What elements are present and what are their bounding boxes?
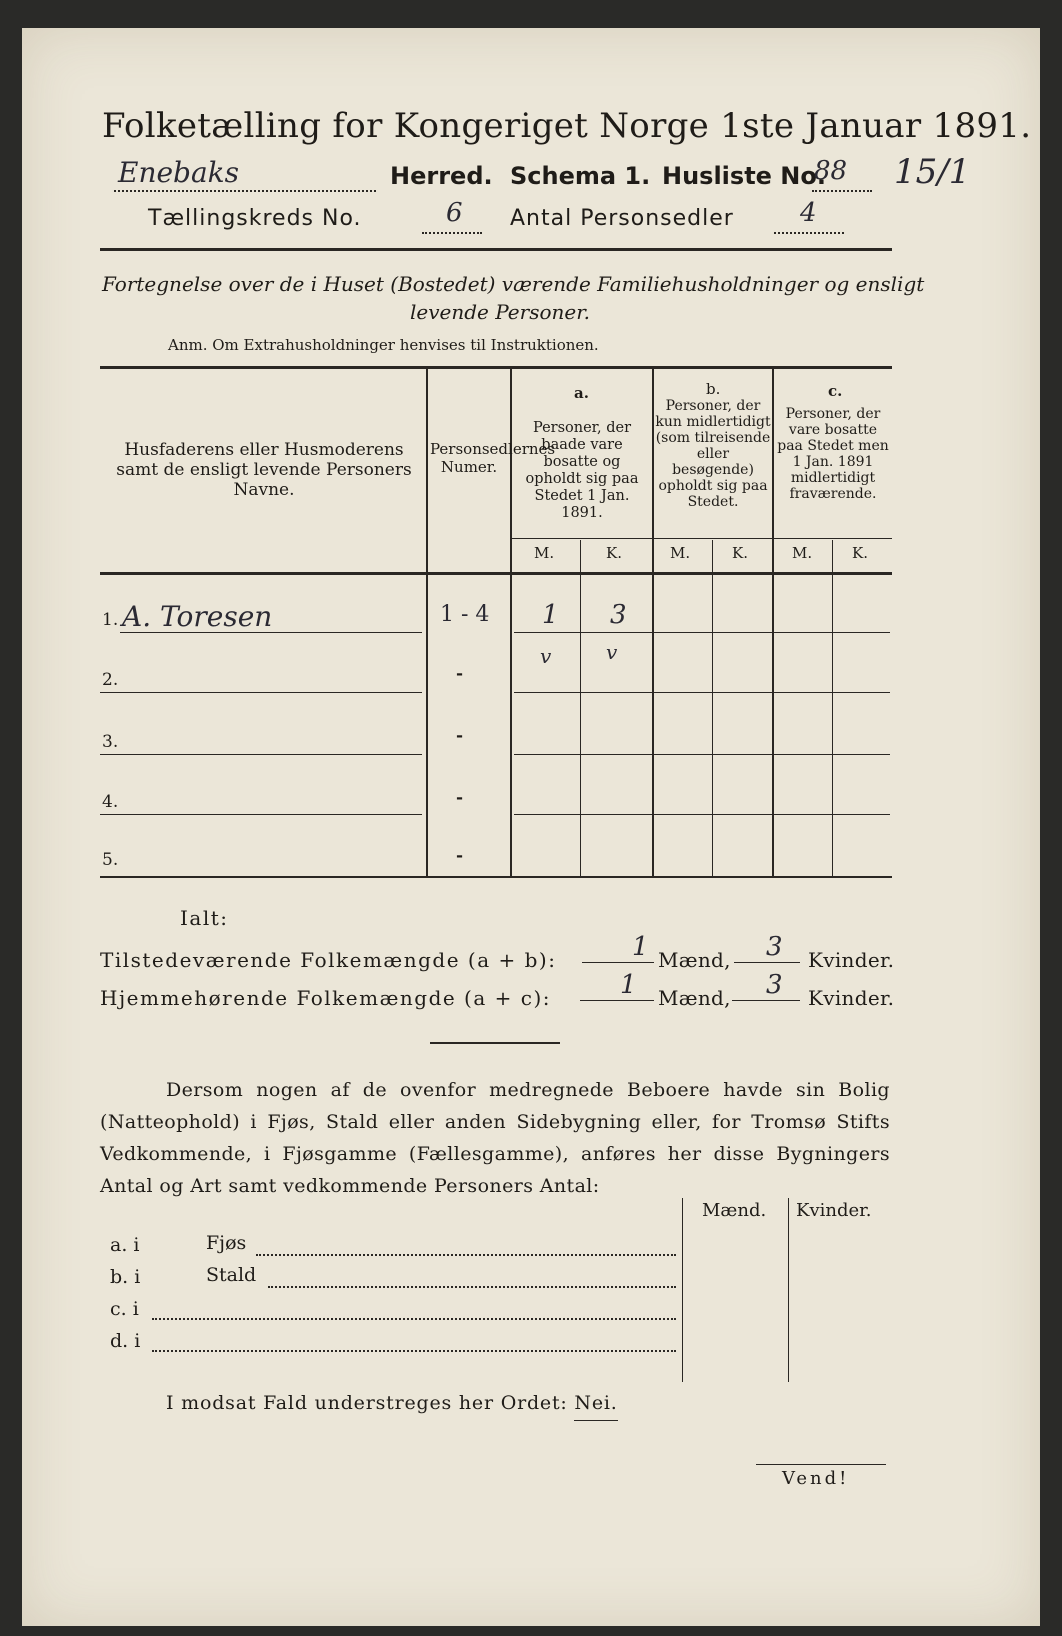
intro-line-1: Fortegnelse over de i Huset (Bostedet) værende Familiehusholdninger og ensligt: [102, 272, 925, 296]
husliste-number: 88: [814, 156, 848, 186]
hjemme-kvinder-value: 3: [766, 970, 783, 1000]
husliste-label: Husliste No.: [662, 162, 826, 190]
buildings-col-divider-2: [788, 1198, 789, 1382]
section-separator: [430, 1042, 560, 1044]
sub-b-k: K.: [732, 544, 748, 562]
row-num: -: [456, 788, 464, 808]
col-divider-a-mk: [580, 540, 581, 876]
col-divider-name: [426, 368, 428, 876]
col-header-name: Husfaderens eller Husmoderens samt de ensligt levende Personers Navne.: [116, 440, 412, 500]
header-rule: [100, 248, 892, 251]
hjemme-kvinder-label: Kvinder.: [808, 986, 895, 1010]
husliste-dotted-line: [812, 190, 872, 192]
col-c-letter: c.: [828, 382, 843, 400]
row-a-m: 1: [542, 600, 559, 630]
sub-a-m: M.: [534, 544, 555, 562]
row-2-name-rule: [100, 692, 422, 693]
antal-dotted-line: [774, 232, 844, 234]
antal-number: 4: [800, 198, 817, 228]
anm-note: Anm. Om Extrahusholdninger henvises til Instruktionen.: [168, 336, 599, 354]
hjemme-maend-rule: [580, 1000, 654, 1001]
row-c-dots: [152, 1318, 676, 1320]
buildings-col-kvinder: Kvinder.: [796, 1200, 872, 1221]
row-b-prefix: b. i: [110, 1266, 141, 1288]
row-4-name-rule: [100, 814, 422, 815]
row-a-label: Fjøs: [206, 1232, 247, 1254]
row-number: 1.: [102, 610, 119, 630]
row-num: -: [456, 664, 464, 684]
tilstede-maend-value: 1: [632, 932, 649, 962]
form-title: Folketælling for Kongeriget Norge 1ste Januar 1891.: [102, 106, 1032, 146]
row-3-name-rule: [100, 754, 422, 755]
row-num: 1 - 4: [440, 602, 490, 627]
tilstede-kvinder-rule: [734, 962, 800, 963]
row-a-dots: [256, 1254, 676, 1256]
vend-text: Vend!: [782, 1468, 850, 1489]
buildings-paragraph: Dersom nogen af de ovenfor medregnede Beboere havde sin Bolig (Natteophold) i Fjøs, Stald eller anden Sidebygning eller, for Tromsø Stifts Vedkommende, i Fjøsgamme (Fællesgamme), anføres her disse Bygningers Antal og Art samt vedkommende Personers Antal:: [100, 1079, 890, 1197]
tilstede-kvinder-label: Kvinder.: [808, 948, 895, 972]
sub-c-k: K.: [852, 544, 868, 562]
col-header-b: Personer, der kun midlertidigt (som tilreisende eller besøgende) opholdt sig paa Stedet.: [655, 398, 771, 510]
row-num: -: [456, 726, 464, 746]
herred-dotted-line: [114, 190, 376, 192]
herred-label: Herred.: [390, 162, 493, 190]
row-number: 5.: [102, 850, 119, 870]
col-header-c: Personer, der vare bosatte paa Stedet men 1 Jan. 1891 midlertidigt fraværende.: [777, 406, 889, 502]
row-a-k-check: v: [606, 640, 618, 664]
vend-rule: [756, 1464, 886, 1465]
row-1-rule: [514, 632, 890, 633]
col-b-letter: b.: [706, 380, 721, 398]
kreds-number: 6: [446, 198, 463, 228]
col-a-letter: a.: [574, 384, 589, 402]
row-d-prefix: d. i: [110, 1330, 141, 1352]
ialt-label: Ialt:: [180, 906, 229, 930]
buildings-col-divider-1: [682, 1198, 683, 1382]
sub-a-k: K.: [606, 544, 622, 562]
row-b-label: Stald: [206, 1264, 257, 1286]
husliste-note: 15/1: [894, 152, 971, 192]
hjemme-kvinder-rule: [732, 1000, 800, 1001]
tilstede-kvinder-value: 3: [766, 932, 783, 962]
row-2-rule: [514, 692, 890, 693]
modsat-text: I modsat Fald understreges her Ordet: Nei.: [166, 1392, 618, 1414]
tilstede-label: Tilstedeværende Folkemængde (a + b):: [100, 948, 557, 972]
row-number: 3.: [102, 732, 119, 752]
kreds-dotted-line: [422, 232, 482, 234]
col-header-a: Personer, der baade vare bosatte og opholdt sig paa Stedet 1 Jan. 1891.: [525, 420, 639, 521]
antal-label: Antal Personsedler: [510, 206, 734, 231]
row-c-prefix: c. i: [110, 1298, 139, 1320]
table-bottom-rule: [100, 876, 892, 878]
row-number: 4.: [102, 792, 119, 812]
hjemme-maend-label: Mænd,: [658, 986, 731, 1010]
kreds-label: Tællingskreds No.: [148, 206, 362, 231]
tilstede-maend-label: Mænd,: [658, 948, 731, 972]
buildings-col-maend: Mænd.: [702, 1200, 767, 1221]
row-3-rule: [514, 754, 890, 755]
schema-label: Schema 1.: [510, 162, 651, 190]
row-1-name-rule: [120, 632, 422, 633]
intro-line-2: levende Personer.: [410, 300, 590, 324]
row-a-prefix: a. i: [110, 1234, 140, 1256]
tilstede-maend-rule: [582, 962, 654, 963]
row-b-dots: [268, 1286, 676, 1288]
mk-subheader-rule: [512, 538, 892, 539]
row-a-k: 3: [610, 600, 627, 630]
census-form-page: [22, 28, 1040, 1626]
col-divider-c-mk: [832, 540, 833, 876]
row-name: A. Toresen: [122, 600, 273, 633]
col-divider-b-mk: [712, 540, 713, 876]
row-a-m-check: v: [540, 644, 552, 668]
row-number: 2.: [102, 670, 119, 690]
sub-c-m: M.: [792, 544, 813, 562]
col-header-num: Personsedlernes Numer.: [430, 440, 556, 476]
row-num: -: [456, 846, 464, 866]
row-d-dots: [152, 1350, 676, 1352]
hjemme-label: Hjemmehørende Folkemængde (a + c):: [100, 986, 551, 1010]
herred-handwritten: Enebaks: [118, 156, 239, 189]
nei-underline: [574, 1420, 618, 1421]
row-4-rule: [514, 814, 890, 815]
hjemme-maend-value: 1: [620, 970, 637, 1000]
sub-b-m: M.: [670, 544, 691, 562]
